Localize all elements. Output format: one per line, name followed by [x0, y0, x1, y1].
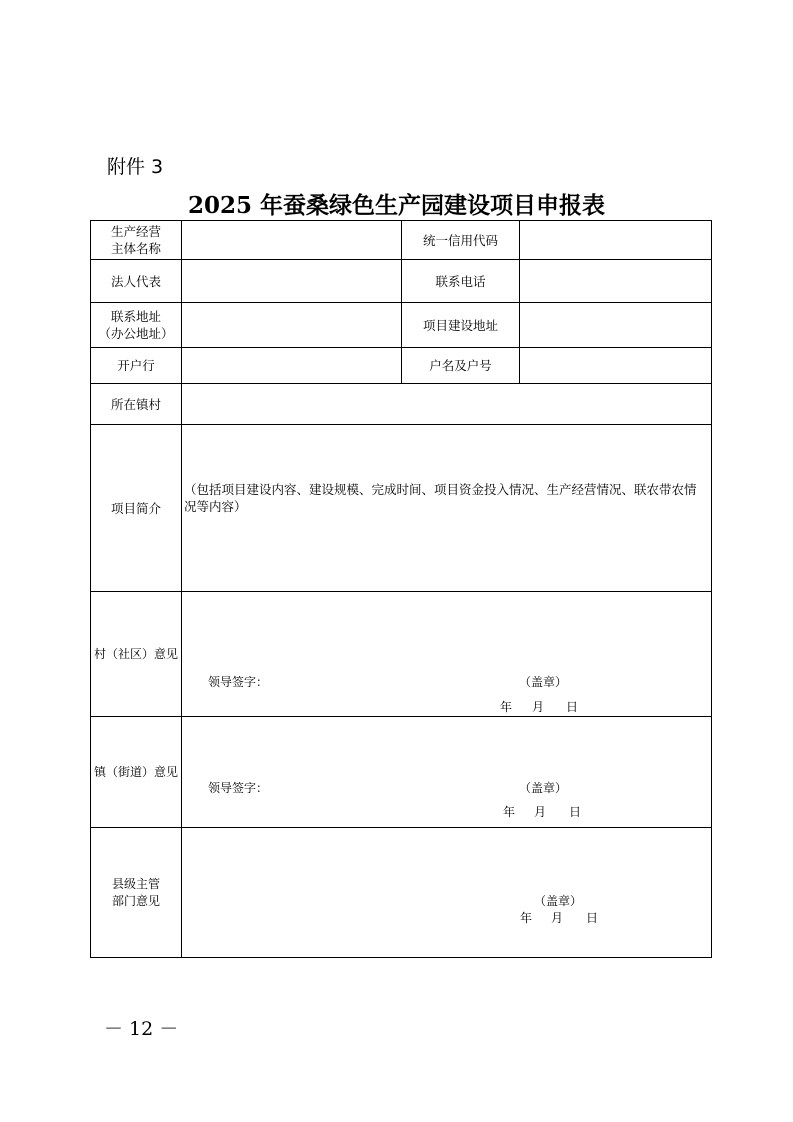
county-opinion-label: 县级主管 部门意见 — [91, 828, 182, 958]
county-day-label: 日 — [586, 911, 599, 925]
village-month-label: 月 — [532, 700, 545, 714]
form-row-entity — [91, 221, 712, 260]
county-year-label: 年 — [520, 911, 533, 925]
entity-name-field[interactable] — [182, 221, 402, 260]
credit-code-field[interactable] — [520, 221, 712, 260]
account-label: 户名及户号 — [402, 348, 520, 384]
form-row-village-opinion — [91, 592, 712, 717]
village-seal-label: （盖章） — [519, 675, 568, 689]
village-year-label: 年 — [500, 700, 513, 714]
contact-address-field[interactable] — [182, 303, 402, 348]
project-intro-field[interactable] — [182, 425, 712, 592]
form-row-town-opinion — [91, 717, 712, 828]
form-row-bank — [91, 348, 712, 384]
county-seal-label: （盖章） — [534, 894, 583, 908]
form-row-county-opinion — [91, 828, 712, 958]
entity-name-label: 生产经营 主体名称 — [91, 221, 182, 260]
application-form-table — [90, 220, 712, 958]
town-opinion-field[interactable] — [182, 717, 712, 828]
legal-rep-field[interactable] — [182, 260, 402, 303]
town-month-label: 月 — [534, 805, 547, 819]
attachment-label: 附件 3 — [107, 156, 164, 178]
form-row-town — [91, 384, 712, 425]
bank-field[interactable] — [182, 348, 402, 384]
account-field[interactable] — [520, 348, 712, 384]
page-title: 2025 年蚕桑绿色生产园建设项目申报表 — [187, 192, 606, 219]
form-row-legal — [91, 260, 712, 303]
phone-field[interactable] — [520, 260, 712, 303]
town-year-label: 年 — [503, 805, 516, 819]
county-opinion-field[interactable] — [182, 828, 712, 958]
bank-label: 开户行 — [91, 348, 182, 384]
town-opinion-label: 镇（街道）意见 — [91, 717, 182, 828]
project-address-field[interactable] — [520, 303, 712, 348]
town-sign-label: 领导签字： — [208, 781, 269, 795]
county-month-label: 月 — [551, 911, 564, 925]
project-intro-hint: （包括项目建设内容、建设规模、完成时间、项目资金投入情况、生产经营情况、联农带农情况等内容） — [184, 482, 697, 514]
phone-label: 联系电话 — [402, 260, 520, 303]
legal-rep-label: 法人代表 — [91, 260, 182, 303]
town-village-label: 所在镇村 — [91, 384, 182, 425]
credit-code-label: 统一信用代码 — [402, 221, 520, 260]
contact-address-label: 联系地址 （办公地址） — [91, 303, 182, 348]
form-row-address — [91, 303, 712, 348]
project-address-label: 项目建设地址 — [402, 303, 520, 348]
page-number: － 12 － — [104, 1018, 179, 1040]
village-day-label: 日 — [566, 700, 579, 714]
town-day-label: 日 — [569, 805, 582, 819]
village-opinion-field[interactable] — [182, 592, 712, 717]
town-village-field[interactable] — [182, 384, 712, 425]
form-row-intro — [91, 425, 712, 592]
project-intro-label: 项目简介 — [91, 425, 182, 592]
village-sign-label: 领导签字： — [208, 675, 269, 689]
town-seal-label: （盖章） — [519, 781, 568, 795]
village-opinion-label: 村（社区）意见 — [91, 592, 182, 717]
